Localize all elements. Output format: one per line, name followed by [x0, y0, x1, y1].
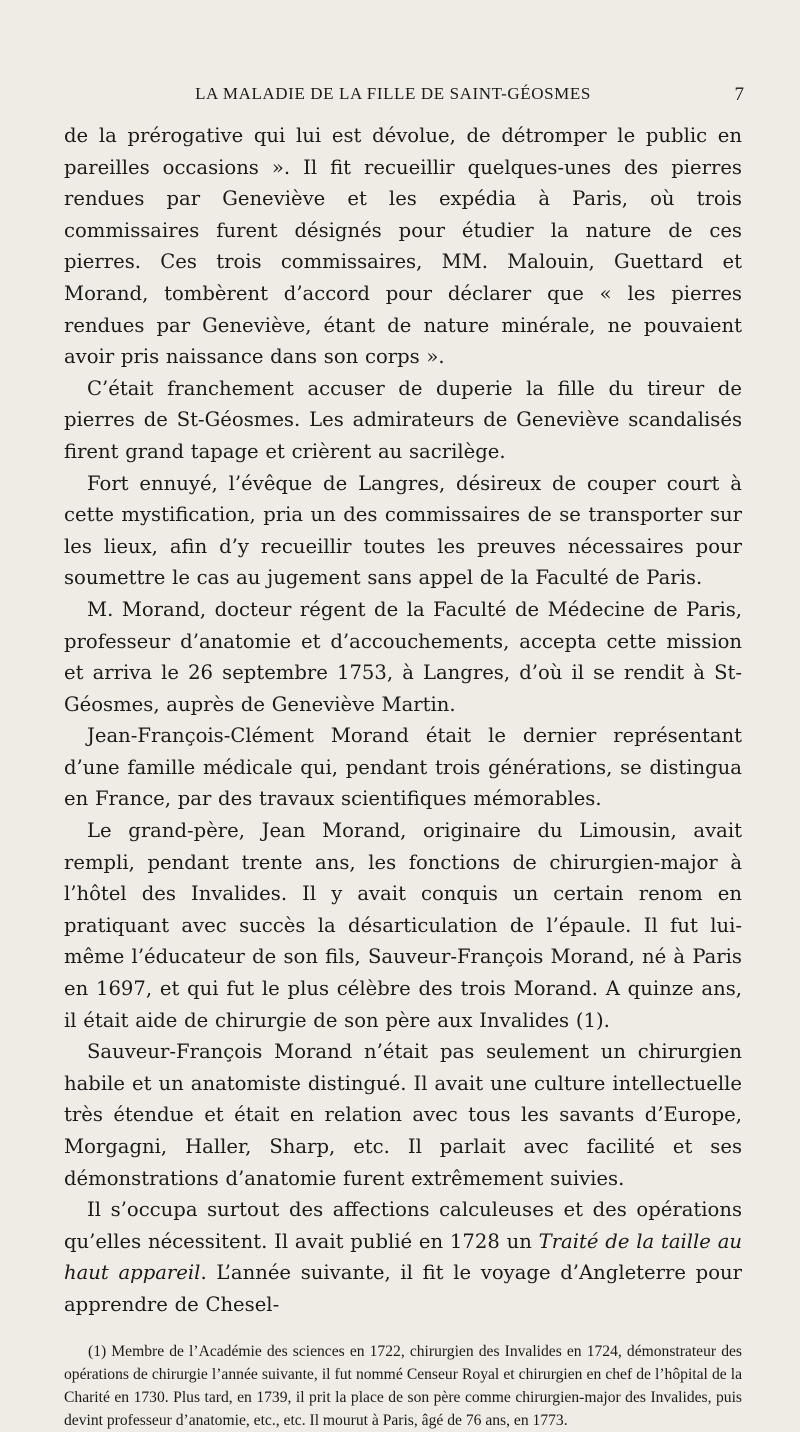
paragraph: C’était franchement accuser de duperie la fille du tireur de pierres de St-Géosmes. Les admirateurs de Geneviève scandalisés firent grand tapage et crièrent au sacrilège.: [64, 376, 742, 463]
page-number: 7: [734, 84, 744, 105]
paragraph-continuation: de la prérogative qui lui est dévolue, de détromper le public en pareilles occasions ». Il fit recueillir quelques-unes des pierres rendues par Geneviève et les expédia à Paris, où trois commissaires furent désignés pour étudier la nature de ces pierres. Ces trois commissaires, MM. Malouin, Guettard et Morand, tombèrent d’accord pour déclarer que « les pierres rendues par Geneviève, étant de nature minérale, ne pouvaient avoir pris naissance dans son corps ».: [64, 124, 742, 369]
page-header: [64, 84, 742, 112]
paragraph: Jean-François-Clément Morand était le dernier représentant d’une famille médicale qui, pendant trois générations, se distingua en France, par des travaux scientifiques mémorables.: [64, 724, 742, 811]
paragraph: Sauveur-François Morand n’était pas seulement un chirurgien habile et un anatomiste distingué. Il avait une culture intellectuelle très étendue et était en relation avec tous les savants d’Europe, Morgagni, Haller, Sharp, etc. Il parlait avec facilité et ses démonstrations d’anatomie furent extrêmement suivies.: [64, 1040, 742, 1190]
paragraph: Le grand-père, Jean Morand, originaire du Limousin, avait rempli, pendant trente ans, les fonctions de chirurgien-major à l’hôtel des Invalides. Il y avait conquis un certain renom en pratiquant avec succès la désarticulation de l’épaule. Il fut lui-même l’éducateur de son fils, Sauveur-François Morand, né à Paris en 1697, et qui fut le plus célèbre des trois Morand. A quinze ans, il était aide de chirurgie de son père aux Invalides (1).: [64, 819, 742, 1032]
paragraph-text-before: Il s’occupa surtout des affections calculeuses et des opérations qu’elles nécessitent. Il avait publié en 1728 un: [64, 1198, 742, 1253]
paragraph-text-after: . L’année suivante, il fit le voyage d’Angleterre pour apprendre de Chesel-: [64, 1261, 742, 1316]
paragraph: Fort ennuyé, l’évêque de Langres, désireux de couper court à cette mystification, pria un des commissaires de se transporter sur les lieux, afin d’y recueillir toutes les preuves nécessaires pour soumettre le cas au jugement sans appel de la Faculté de Paris.: [64, 471, 742, 590]
footnote-block: [64, 1340, 742, 1432]
body-text: [64, 120, 742, 1321]
book-title: Traité de la taille au haut appareil: [64, 1229, 742, 1285]
running-title: LA MALADIE DE LA FILLE DE SAINT-GÉOSMES: [195, 84, 591, 103]
paragraph: M. Morand, docteur régent de la Faculté de Médecine de Paris, professeur d’anatomie et d’accouchements, accepta cette mission et arriva le 26 septembre 1753, à Langres, d’où il se rendit à St-Géosmes, auprès de Geneviève Martin.: [64, 597, 742, 716]
footnote: (1) Membre de l’Académie des sciences en 1722, chirurgien des Invalides en 1724, démonstrateur des opérations de chirurgie l’année suivante, il fut nommé Censeur Royal et chirurgien en chef de l’hôpital de la Charité en 1730. Plus tard, en 1739, il prit la place de son père comme chirurgien-major des Invalides, puis devint professeur d’anatomie, etc., etc. Il mourut à Paris, âgé de 76 ans, en 1773.: [64, 1342, 742, 1429]
paragraph-last: [64, 1194, 742, 1320]
